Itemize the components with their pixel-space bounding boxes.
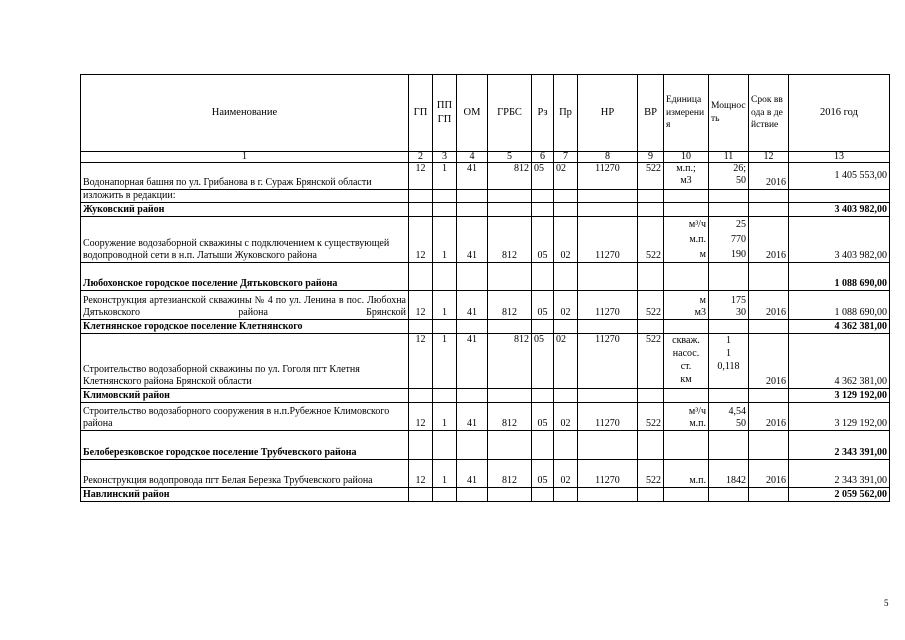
header-rz: Рз xyxy=(532,75,554,152)
table-row xyxy=(81,263,890,291)
year-cell: 2016 xyxy=(749,334,789,389)
amount-cell: 2 343 391,00 xyxy=(789,460,890,488)
amount-cell: 3 403 982,00 xyxy=(789,203,890,217)
row-name: Реконструкция водопровода пгт Белая Березка Трубчевского района xyxy=(81,460,409,488)
nr-cell: 11270 xyxy=(578,163,638,190)
amount-cell: 3 129 192,00 xyxy=(789,403,890,431)
row-name: Клетнянское городское поселение Клетнянского xyxy=(81,320,409,334)
rz-cell: 05 xyxy=(532,163,554,190)
grbs-cell: 812 xyxy=(488,460,532,488)
om-cell: 41 xyxy=(457,217,488,263)
column-number-row xyxy=(81,152,890,163)
col-num: 7 xyxy=(554,152,578,163)
table-row xyxy=(81,488,890,502)
table-row xyxy=(81,163,890,190)
col-num: 9 xyxy=(638,152,664,163)
row-name: Жуковский район xyxy=(81,203,409,217)
grbs-cell: 812 xyxy=(488,334,532,389)
year-cell: 2016 xyxy=(749,291,789,320)
vr-cell: 522 xyxy=(638,291,664,320)
budget-table xyxy=(80,74,890,502)
header-gp: ГП xyxy=(409,75,433,152)
amount-cell: 1 405 553,00 xyxy=(789,163,890,190)
pp-gp-cell: 1 xyxy=(433,217,457,263)
pr-cell: 02 xyxy=(554,334,578,389)
gp-cell: 12 xyxy=(409,217,433,263)
header-power: Мощность xyxy=(709,75,749,152)
amount-cell: 1 088 690,00 xyxy=(789,291,890,320)
year-cell: 2016 xyxy=(749,163,789,190)
nr-cell: 11270 xyxy=(578,403,638,431)
row-name: Навлинский район xyxy=(81,488,409,502)
amount-cell: 1 088 690,00 xyxy=(789,263,890,291)
pr-cell: 02 xyxy=(554,217,578,263)
row-name: Реконструкция артезианской скважины № 4 по ул. Ленина в пос. Любохна Дятьковского района Брянской xyxy=(81,291,409,320)
gp-cell: 12 xyxy=(409,460,433,488)
row-name: изложить в редакции: xyxy=(81,190,409,203)
unit-cell: м м3 xyxy=(664,291,709,320)
pp-gp-cell: 1 xyxy=(433,460,457,488)
nr-cell: 11270 xyxy=(578,460,638,488)
col-num: 12 xyxy=(749,152,789,163)
pp-gp-cell: 1 xyxy=(433,334,457,389)
grbs-cell: 812 xyxy=(488,403,532,431)
year-cell: 2016 xyxy=(749,460,789,488)
rz-cell: 05 xyxy=(532,291,554,320)
rz-cell: 05 xyxy=(532,334,554,389)
grbs-cell: 812 xyxy=(488,217,532,263)
pp-gp-cell: 1 xyxy=(433,403,457,431)
unit-cell: м.п.; м3 xyxy=(664,163,709,190)
vr-cell: 522 xyxy=(638,163,664,190)
col-num: 2 xyxy=(409,152,433,163)
amount-cell: 4 362 381,00 xyxy=(789,320,890,334)
grbs-cell: 812 xyxy=(488,291,532,320)
om-cell: 41 xyxy=(457,163,488,190)
rz-cell: 05 xyxy=(532,460,554,488)
header-grbs: ГРБС xyxy=(488,75,532,152)
unit-cell: м³/ч м.п. м xyxy=(664,217,709,263)
vr-cell: 522 xyxy=(638,403,664,431)
amount-cell: 3 403 982,00 xyxy=(789,217,890,263)
amount-cell: 2 343 391,00 xyxy=(789,431,890,460)
col-num: 13 xyxy=(789,152,890,163)
table-row xyxy=(81,320,890,334)
table-row xyxy=(81,431,890,460)
om-cell: 41 xyxy=(457,460,488,488)
table-row xyxy=(81,389,890,403)
header-vr: ВР xyxy=(638,75,664,152)
power-cell: 1842 xyxy=(709,460,749,488)
rz-cell: 05 xyxy=(532,403,554,431)
table-row xyxy=(81,217,890,263)
year-cell: 2016 xyxy=(749,403,789,431)
col-num: 11 xyxy=(709,152,749,163)
unit-cell: м³/ч м.п. xyxy=(664,403,709,431)
pr-cell: 02 xyxy=(554,291,578,320)
row-name: Водонапорная башня по ул. Грибанова в г. Сураж Брянской области xyxy=(81,163,409,190)
power-cell: 1 1 0,118 xyxy=(709,334,749,389)
header-year: 2016 год xyxy=(789,75,890,152)
om-cell: 41 xyxy=(457,403,488,431)
col-num: 8 xyxy=(578,152,638,163)
gp-cell: 12 xyxy=(409,291,433,320)
power-cell: 4,54 50 xyxy=(709,403,749,431)
nr-cell: 11270 xyxy=(578,334,638,389)
vr-cell: 522 xyxy=(638,217,664,263)
col-num: 6 xyxy=(532,152,554,163)
amount-cell: 4 362 381,00 xyxy=(789,334,890,389)
table-row xyxy=(81,291,890,320)
rz-cell: 05 xyxy=(532,217,554,263)
table-row xyxy=(81,203,890,217)
header-deadline: Срок ввода в действие xyxy=(749,75,789,152)
vr-cell: 522 xyxy=(638,334,664,389)
pp-gp-cell: 1 xyxy=(433,163,457,190)
pp-gp-cell: 1 xyxy=(433,291,457,320)
om-cell: 41 xyxy=(457,291,488,320)
col-num: 1 xyxy=(81,152,409,163)
table-row xyxy=(81,190,890,203)
amount-cell: 2 059 562,00 xyxy=(789,488,890,502)
nr-cell: 11270 xyxy=(578,217,638,263)
row-name: Строительство водозаборной скважины по ул. Гоголя пгт Клетня Клетнянского района Брянской области xyxy=(81,334,409,389)
col-num: 5 xyxy=(488,152,532,163)
header-om: ОМ xyxy=(457,75,488,152)
page-number: 5 xyxy=(884,598,889,608)
col-num: 10 xyxy=(664,152,709,163)
header-unit: Единица измерения xyxy=(664,75,709,152)
col-num: 3 xyxy=(433,152,457,163)
nr-cell: 11270 xyxy=(578,291,638,320)
gp-cell: 12 xyxy=(409,334,433,389)
col-num: 4 xyxy=(457,152,488,163)
row-name: Любохонское городское поселение Дятьковского района xyxy=(81,263,409,291)
power-cell: 25 770 190 xyxy=(709,217,749,263)
grbs-cell: 812 xyxy=(488,163,532,190)
header-pr: Пр xyxy=(554,75,578,152)
table-row xyxy=(81,334,890,389)
pr-cell: 02 xyxy=(554,163,578,190)
row-name: Сооружение водозаборной скважины с подключением к существующей водопроводной сети в н.п. Латыши Жуковского района xyxy=(81,217,409,263)
row-name: Климовский район xyxy=(81,389,409,403)
header-pp-gp: ПП ГП xyxy=(433,75,457,152)
table-row xyxy=(81,403,890,431)
pr-cell: 02 xyxy=(554,403,578,431)
row-name: Строительство водозаборного сооружения в н.п.Рубежное Климовского района xyxy=(81,403,409,431)
header-nr: НР xyxy=(578,75,638,152)
table-row xyxy=(81,460,890,488)
amount-cell: 3 129 192,00 xyxy=(789,389,890,403)
power-cell: 26; 50 xyxy=(709,163,749,190)
row-name: Белоберезковское городское поселение Трубчевского района xyxy=(81,431,409,460)
year-cell: 2016 xyxy=(749,217,789,263)
gp-cell: 12 xyxy=(409,403,433,431)
unit-cell: скваж. насос. ст. км xyxy=(664,334,709,389)
om-cell: 41 xyxy=(457,334,488,389)
vr-cell: 522 xyxy=(638,460,664,488)
unit-cell: м.п. xyxy=(664,460,709,488)
header-row xyxy=(81,75,890,152)
header-name: Наименование xyxy=(81,75,409,152)
gp-cell: 12 xyxy=(409,163,433,190)
power-cell: 175 30 xyxy=(709,291,749,320)
pr-cell: 02 xyxy=(554,460,578,488)
